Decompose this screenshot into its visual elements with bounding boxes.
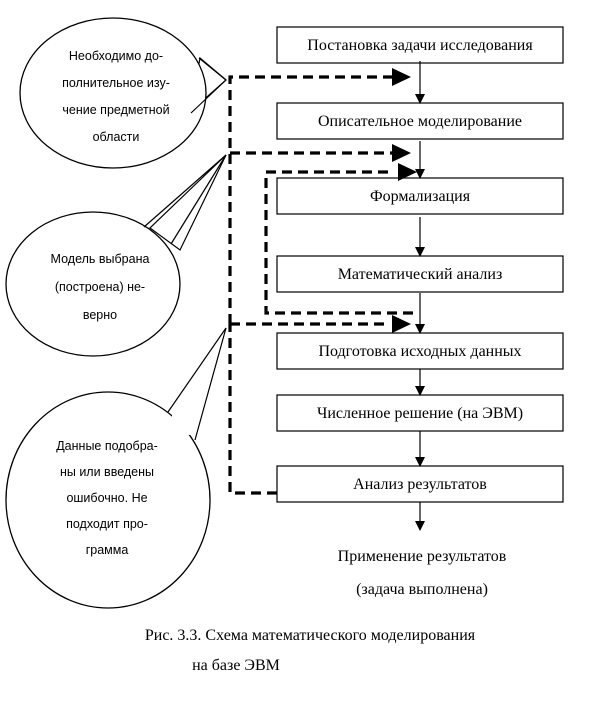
process-box-label: Численное решение (на ЭВМ) (316, 405, 524, 422)
figure-caption-line2: на базе ЭВМ (192, 657, 280, 674)
process-box-1 (277, 27, 563, 63)
callout-3-line: Данные подобра- (56, 439, 158, 453)
process-box-4 (277, 256, 563, 292)
process-box-label: Постановка задачи исследования (307, 37, 533, 54)
figure-caption-line1: Рис. 3.3. Схема математического моделирования (144, 627, 476, 644)
process-box-label: Описательное моделирование (317, 113, 523, 130)
callout-1-line: области (92, 130, 140, 144)
callout-2-line: Модель выбрана (50, 252, 150, 266)
process-box-6 (277, 395, 563, 431)
callout-1-line: полнительное изу- (62, 76, 170, 90)
callout-1-line: Необходимо до- (68, 49, 164, 63)
process-box-7 (277, 466, 563, 502)
arrowhead-2 (392, 144, 411, 162)
callout-3-line: подходит про- (66, 517, 148, 531)
process-box-3 (277, 178, 563, 214)
callout-1-line: чение предметной (62, 103, 170, 117)
final-result-line2: (задача выполнена) (356, 581, 488, 598)
callout-2-line: (построена) не- (54, 280, 146, 294)
callout-3-line: ошибочно. Не (66, 491, 148, 505)
callout-3-line: грамма (85, 543, 129, 557)
process-box-label: Анализ результатов (353, 476, 487, 493)
final-result-line1: Применение результатов (337, 548, 507, 565)
callout-3-line: ны или введены (59, 465, 155, 479)
process-box-label: Математический анализ (337, 266, 503, 283)
callout-bubble-1 (20, 18, 226, 168)
process-box-5 (277, 333, 563, 369)
arrowhead-4 (392, 315, 411, 333)
callout-2-line: верно (82, 308, 118, 322)
arrowhead-1 (392, 68, 411, 86)
process-box-label: Подготовка исходных данных (318, 343, 522, 360)
process-box-label: Формализация (369, 188, 471, 205)
process-box-2 (277, 103, 563, 139)
